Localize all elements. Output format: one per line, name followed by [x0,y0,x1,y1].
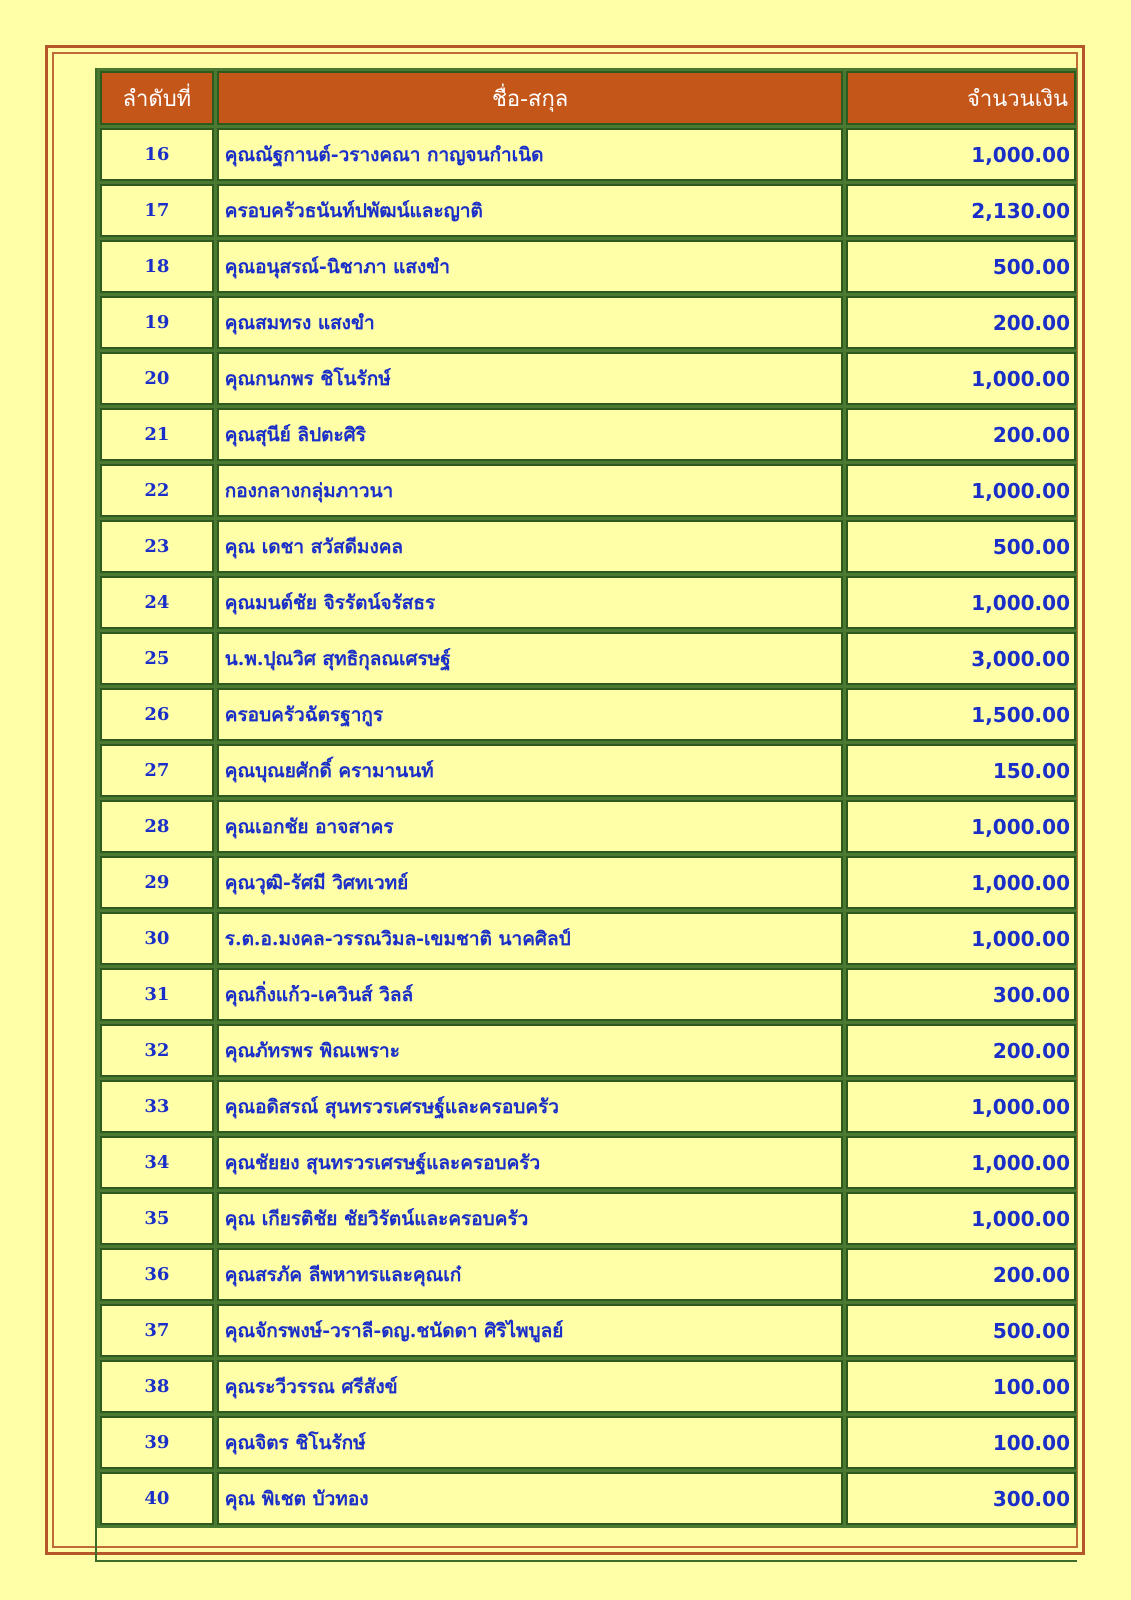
row-name: คุณภัทรพร พิณเพราะ [217,1024,844,1077]
row-amount: 500.00 [846,240,1076,293]
row-name: กองกลางกลุ่มภาวนา [217,464,844,517]
row-amount: 200.00 [846,1248,1076,1301]
row-name: คุณ เกียรติชัย ชัยวิรัตน์และครอบครัว [217,1192,844,1245]
row-name: ครอบครัวธนันท์ปพัฒน์และญาติ [217,184,844,237]
row-number: 23 [100,520,214,573]
table-row [100,1248,1076,1301]
header-no: ลำดับที่ [100,71,214,125]
row-amount: 300.00 [846,1472,1076,1525]
row-name: น.พ.ปุณวิศ สุทธิกุลณเศรษฐ์ [217,632,844,685]
table-header-row [100,71,1076,125]
table-row [100,912,1076,965]
row-amount: 300.00 [846,968,1076,1021]
table-row [100,1304,1076,1357]
table-row [100,744,1076,797]
row-amount: 1,000.00 [846,352,1076,405]
table-row [100,1024,1076,1077]
table-row [100,128,1076,181]
row-name: คุณมนต์ชัย จิรรัตน์จรัสธร [217,576,844,629]
row-name: คุณเอกชัย อาจสาคร [217,800,844,853]
row-number: 17 [100,184,214,237]
row-name: คุณกิ่งแก้ว-เควินส์ วิลล์ [217,968,844,1021]
table-row [100,632,1076,685]
row-number: 28 [100,800,214,853]
row-number: 26 [100,688,214,741]
header-name: ชื่อ-สกุล [217,71,844,125]
row-number: 16 [100,128,214,181]
row-number: 22 [100,464,214,517]
table-row [100,856,1076,909]
row-amount: 1,000.00 [846,912,1076,965]
row-name: คุณ เดชา สวัสดีมงคล [217,520,844,573]
table-body [100,128,1076,1525]
row-number: 31 [100,968,214,1021]
table-row [100,1136,1076,1189]
row-number: 33 [100,1080,214,1133]
row-number: 37 [100,1304,214,1357]
row-name: คุณอนุสรณ์-นิชาภา แสงขำ [217,240,844,293]
table-row [100,968,1076,1021]
row-number: 35 [100,1192,214,1245]
row-number: 19 [100,296,214,349]
row-number: 30 [100,912,214,965]
row-number: 21 [100,408,214,461]
row-amount: 1,000.00 [846,576,1076,629]
row-name: คุณชัยยง สุนทรวรเศรษฐ์และครอบครัว [217,1136,844,1189]
table-row [100,184,1076,237]
table-row [100,520,1076,573]
row-name: คุณจักรพงษ์-วราลี-ดญ.ชนัดดา ศิริไพบูลย์ [217,1304,844,1357]
row-number: 34 [100,1136,214,1189]
header-amount: จำนวนเงิน [846,71,1076,125]
table-row [100,464,1076,517]
row-amount: 1,000.00 [846,128,1076,181]
table-row [100,576,1076,629]
row-amount: 1,000.00 [846,1192,1076,1245]
row-number: 36 [100,1248,214,1301]
row-amount: 1,000.00 [846,856,1076,909]
row-number: 32 [100,1024,214,1077]
row-name: คุณอดิสรณ์ สุนทรวรเศรษฐ์และครอบครัว [217,1080,844,1133]
row-number: 20 [100,352,214,405]
row-name: คุณ พิเชต บัวทอง [217,1472,844,1525]
table-row [100,408,1076,461]
row-number: 25 [100,632,214,685]
row-amount: 500.00 [846,520,1076,573]
row-name: คุณวุฒิ-รัศมี วิศทเวทย์ [217,856,844,909]
row-number: 29 [100,856,214,909]
row-name: คุณบุณยศักดิ์ ครามานนท์ [217,744,844,797]
row-number: 27 [100,744,214,797]
row-name: คุณกนกพร ชิโนรักษ์ [217,352,844,405]
row-amount: 100.00 [846,1360,1076,1413]
row-name: คุณณัฐกานต์-วรางคณา กาญจนกำเนิด [217,128,844,181]
row-amount: 1,000.00 [846,1080,1076,1133]
table-row [100,1192,1076,1245]
row-name: คุณสุนีย์ ลิปตะศิริ [217,408,844,461]
row-number: 40 [100,1472,214,1525]
donation-table [97,68,1077,1528]
row-amount: 2,130.00 [846,184,1076,237]
row-number: 38 [100,1360,214,1413]
row-amount: 1,000.00 [846,464,1076,517]
table-row [100,352,1076,405]
row-name: คุณสรภัค ลีพหาทรและคุณเก๋ [217,1248,844,1301]
row-number: 18 [100,240,214,293]
row-amount: 3,000.00 [846,632,1076,685]
donation-table-container [95,68,1077,1562]
table-row [100,1080,1076,1133]
row-amount: 150.00 [846,744,1076,797]
row-name: คุณระวีวรรณ ศรีสังข์ [217,1360,844,1413]
row-number: 39 [100,1416,214,1469]
table-row [100,240,1076,293]
row-name: ร.ต.อ.มงคล-วรรณวิมล-เขมชาติ นาคศิลป์ [217,912,844,965]
row-amount: 200.00 [846,296,1076,349]
row-amount: 200.00 [846,408,1076,461]
row-number: 24 [100,576,214,629]
table-row [100,296,1076,349]
row-amount: 1,500.00 [846,688,1076,741]
table-row [100,1472,1076,1525]
row-name: คุณสมทรง แสงขำ [217,296,844,349]
row-amount: 100.00 [846,1416,1076,1469]
row-amount: 1,000.00 [846,1136,1076,1189]
row-amount: 1,000.00 [846,800,1076,853]
row-name: ครอบครัวฉัตรฐากูร [217,688,844,741]
row-name: คุณจิตร ชิโนรักษ์ [217,1416,844,1469]
table-row [100,800,1076,853]
row-amount: 500.00 [846,1304,1076,1357]
table-row [100,1416,1076,1469]
table-row [100,1360,1076,1413]
row-amount: 200.00 [846,1024,1076,1077]
table-row [100,688,1076,741]
